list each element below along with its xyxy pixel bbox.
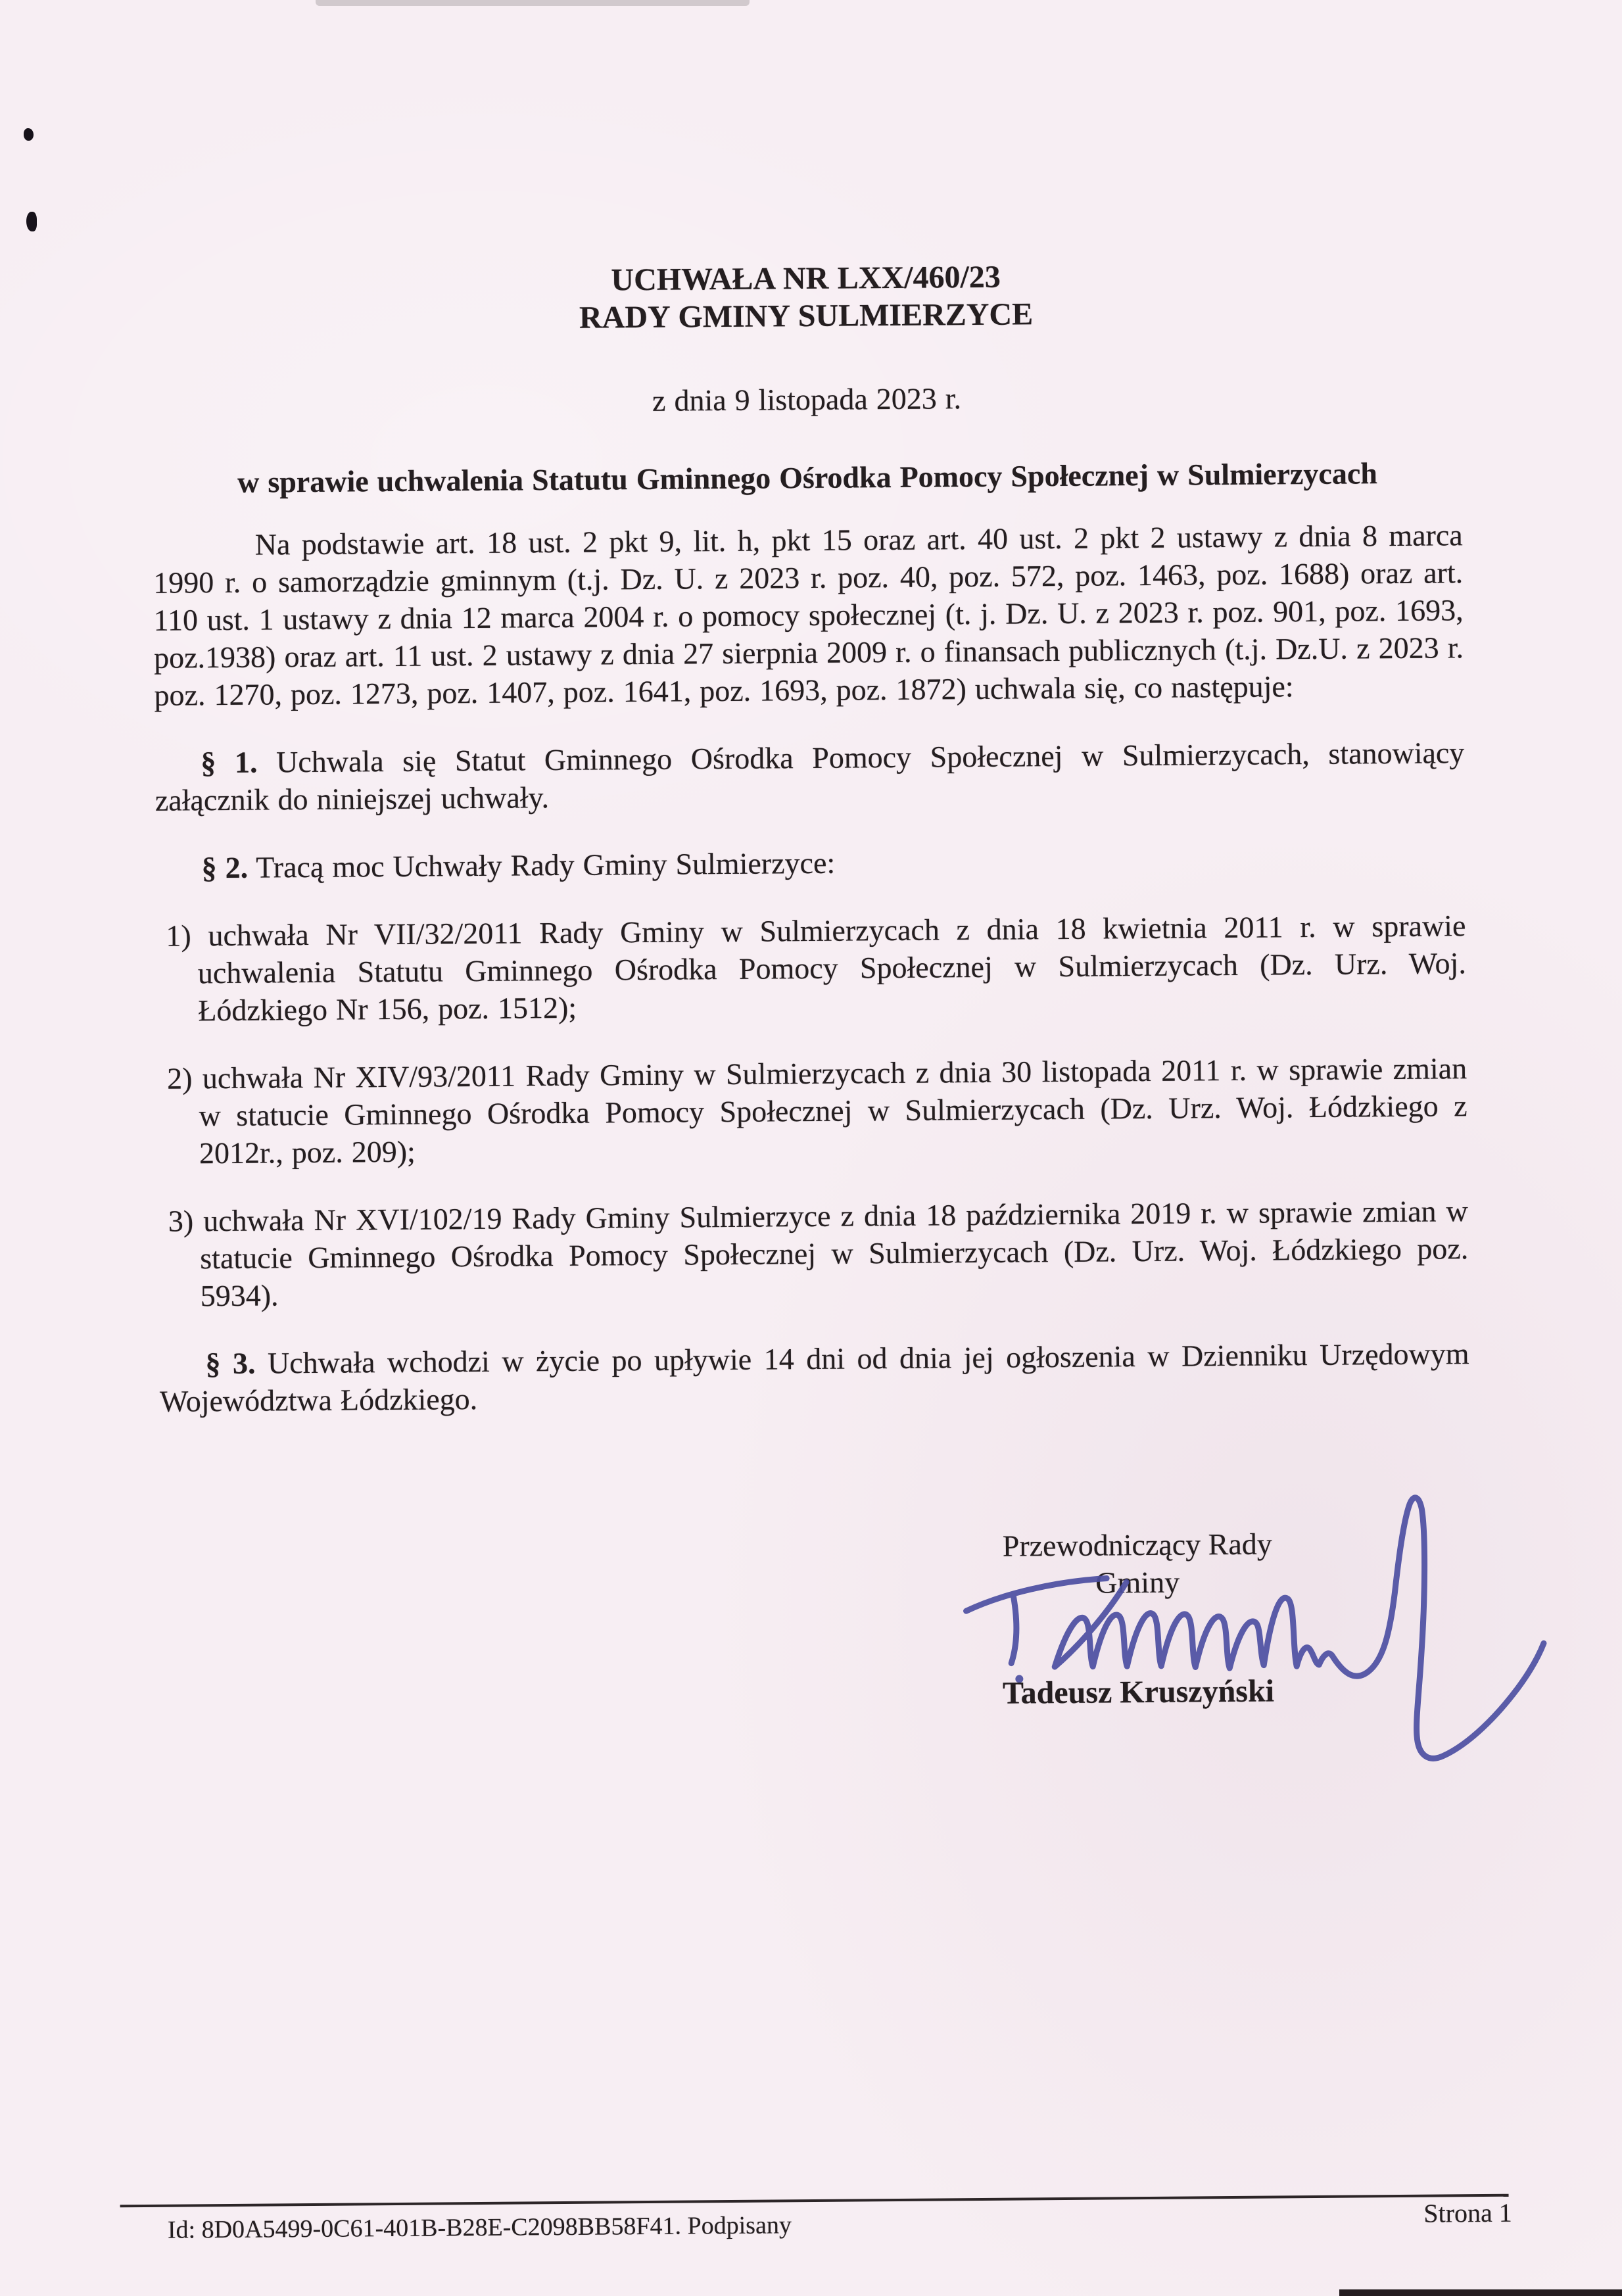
scan-top-streak: [316, 0, 750, 6]
section-1-text: Uchwala się Statut Gminnego Ośrodka Pomocy Społecznej w Sulmierzycach, stanowiący załącznik do niniejszej uchwały.: [155, 736, 1465, 817]
subject-line: w sprawie uchwalenia Statutu Gminnego Ośrodka Pomocy Społecznej w Sulmierzycach: [237, 456, 1378, 499]
signature-role-line1: Przewodniczący Rady: [1002, 1527, 1272, 1563]
list-item: [167, 1049, 1467, 1172]
section-1-paragraph: [155, 734, 1465, 819]
list-item-text: uchwała Nr XIV/93/2011 Rady Gminy w Sulmierzycach z dnia 30 listopada 2011 r. w sprawie zmian w statucie Gminnego Ośrodka Pomocy Społecznej w Sulmierzycach (Dz. Urz. Woj. Łódzkiego z 2012r., poz. 209);: [199, 1051, 1467, 1170]
resolution-number: UCHWAŁA NR LXX/460/23: [611, 259, 1001, 298]
council-name: RADY GMINY SULMIERZYCE: [579, 297, 1034, 335]
section-2-marker: § 2.: [201, 850, 249, 885]
footer-rule: [120, 2194, 1509, 2208]
handwritten-signature: [949, 1493, 1556, 1781]
preamble-paragraph: Na podstawie art. 18 ust. 2 pkt 9, lit. h, pkt 15 oraz art. 40 ust. 2 pkt 2 ustawy z dnia 8 marca 1990 r. o samorządzie gminnym (t.j. Dz. U. z 2023 r. poz. 40, poz. 572, poz. 1463, poz. 1688) oraz art. 110 ust. 1 ustawy z dnia 12 marca 2004 r. o pomocy społecznej (t. j. Dz. U. z 2023 r. poz. 901, poz. 1693, poz.1938) oraz art. 11 ust. 2 ustawy z dnia 27 sierpnia 2009 r. o finansach publicznych (t.j. Dz.U. z 2023 r. poz. 1270, poz. 1273, poz. 1407, poz. 1641, poz. 1693, poz. 1872) uchwala się, co następuje:: [153, 518, 1464, 712]
section-3-paragraph: [159, 1335, 1469, 1420]
signature-name: Tadeusz Kruszyński: [1002, 1673, 1275, 1711]
section-1-marker: § 1.: [201, 745, 258, 780]
document-id: Id: 8D0A5499-0C61-401B-B28E-C2098BB58F41. Podpisany: [167, 2211, 792, 2244]
list-item-text: uchwała Nr VII/32/2011 Rady Gminy w Sulmierzycach z dnia 18 kwietnia 2011 r. w sprawie uchwalenia Statutu Gminnego Ośrodka Pomocy Społecznej w Sulmierzycach (Dz. Urz. Woj. Łódzkiego Nr 156, poz. 1512);: [197, 909, 1467, 1028]
list-item-text: uchwała Nr XVI/102/19 Rady Gminy Sulmierzyce z dnia 18 października 2019 r. w sprawie zmian w statucie Gminnego Ośrodka Pomocy Społecznej w Sulmierzycach (Dz. Urz. Woj. Łódzkiego poz. 5934).: [200, 1194, 1469, 1313]
list-item-number: 1): [166, 919, 191, 953]
date-line: z dnia 9 listopada 2023 r.: [652, 381, 962, 418]
scan-bottom-edge: [1339, 2289, 1622, 2296]
signature-t-bar: [966, 1578, 1107, 1611]
page-number: Strona 1: [1423, 2197, 1512, 2228]
signature-t-stem: [1011, 1596, 1016, 1663]
section-2-paragraph: [155, 839, 1465, 887]
signature-scribble: [1053, 1496, 1544, 1761]
list-item-number: 3): [168, 1204, 194, 1238]
section-3-marker: § 3.: [205, 1346, 256, 1381]
section-3-text: Uchwała wchodzi w życie po upływie 14 dni od dnia jej ogłoszenia w Dzienniku Urzędowym Województwa Łódzkiego.: [159, 1337, 1469, 1418]
section-2-text: Tracą moc Uchwały Rady Gminy Sulmierzyce:: [256, 846, 836, 884]
ink-speck-1: [24, 128, 34, 141]
list-item: [166, 907, 1466, 1030]
signature-role-line2: Gminy: [1095, 1565, 1180, 1600]
repealed-resolutions-list: [166, 907, 1469, 1315]
list-item: [168, 1192, 1469, 1315]
list-item-number: 2): [166, 1061, 193, 1095]
ink-speck-2: [26, 212, 37, 231]
